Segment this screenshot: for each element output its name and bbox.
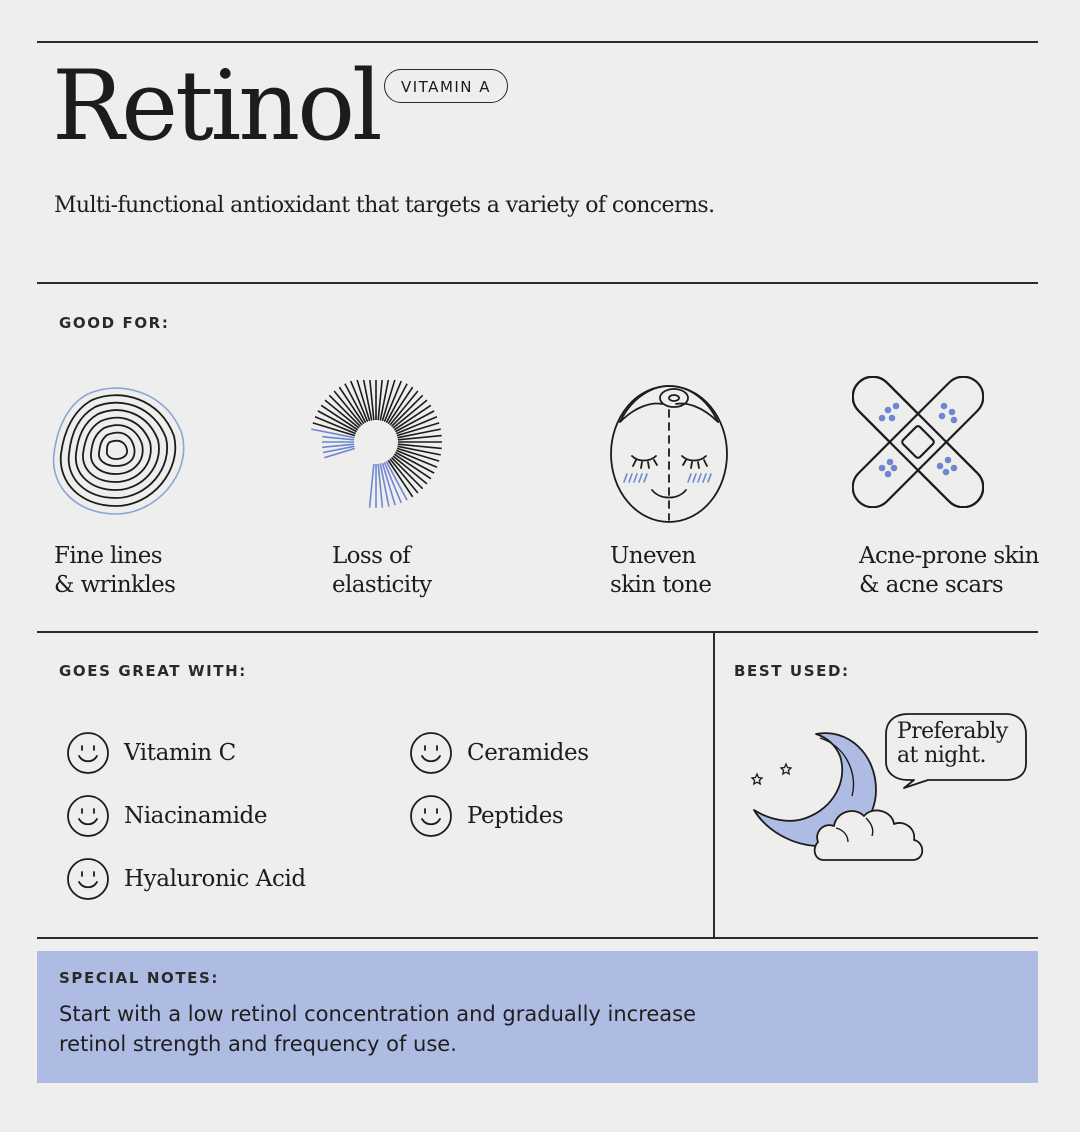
smiley-icon [409,794,453,838]
special-notes-panel [37,951,1038,1083]
smiley-icon [66,794,110,838]
pair-label: Ceramides [467,740,589,766]
vitamin-badge: VITAMIN A [384,69,508,103]
subtitle: Multi-functional antioxidant that targets a variety of concerns. [54,193,715,218]
special-notes-text: Start with a low retinol concentration and gradually increase retinol strength and frequency of use. [59,1002,697,1056]
concern-skin-tone: Uneven skin tone [610,543,712,598]
concern-elasticity: Loss of elasticity [332,543,432,598]
bandage-icon [852,376,984,508]
pair-label: Hyaluronic Acid [124,866,306,892]
good-for-label: GOOD FOR: [59,314,170,332]
pair-item-peptides [409,794,563,838]
header-rule [37,282,1038,284]
pair-item-ceramides [409,731,589,775]
concern-acne: Acne-prone skin & acne scars [859,543,1039,598]
smiley-icon [66,731,110,775]
face-icon [606,370,732,526]
page-title: Retinol [52,50,380,162]
pair-item-hyaluronic-acid [66,857,306,901]
top-rule [37,41,1038,43]
pair-label: Vitamin C [124,740,236,766]
radial-burst-icon [306,380,446,520]
pair-item-vitamin-c [66,731,236,775]
good-for-rule [37,631,1038,633]
fingerprint-icon [48,382,188,522]
pair-label: Peptides [467,803,564,829]
special-notes-label: SPECIAL NOTES: [59,969,220,987]
best-used-label: BEST USED: [734,662,850,680]
column-divider [713,631,715,937]
best-used-bubble-text: Preferably at night. [897,719,1008,768]
concern-fine-lines: Fine lines & wrinkles [54,543,176,598]
pair-item-niacinamide [66,794,267,838]
bottom-rule [37,937,1038,939]
smiley-icon [409,731,453,775]
pair-label: Niacinamide [124,803,268,829]
goes-great-with-label: GOES GREAT WITH: [59,662,247,680]
smiley-icon [66,857,110,901]
burst-ray [370,464,374,508]
